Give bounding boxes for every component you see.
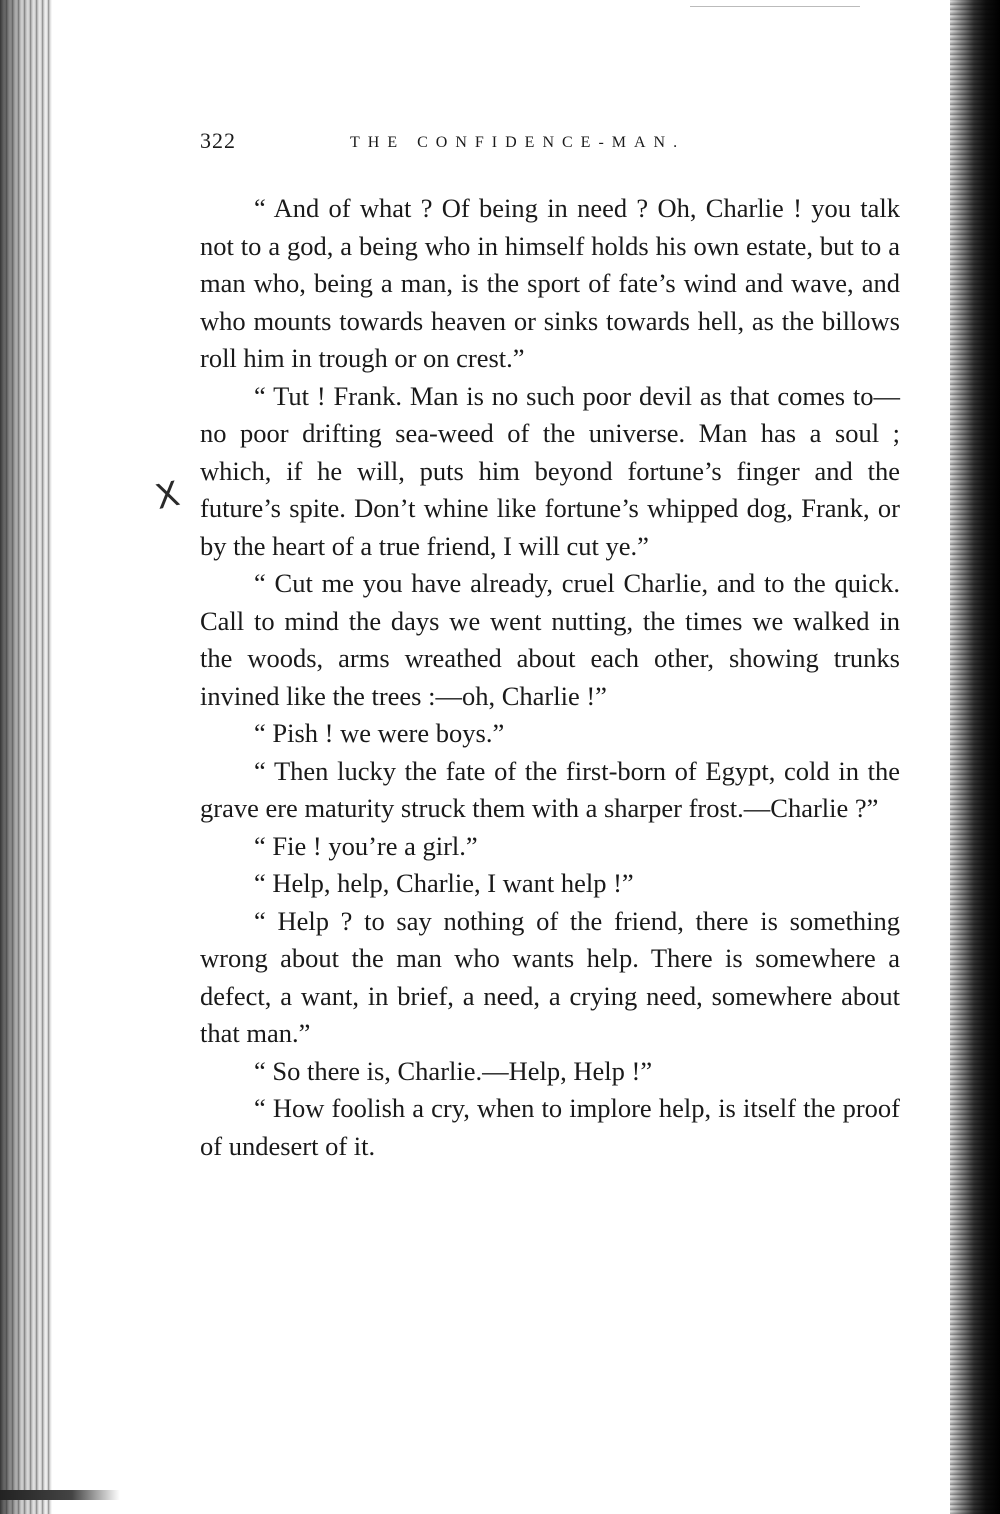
paragraph: “ How foolish a cry, when to implore help, is itself the proof of undesert of it. <box>200 1093 900 1161</box>
page-header <box>200 128 900 162</box>
scan-smudge <box>690 6 860 21</box>
margin-annotation: X <box>152 474 184 518</box>
page-number: 322 <box>200 128 236 153</box>
paragraph: “ So there is, Charlie.—Help, Help !” <box>254 1055 653 1086</box>
paragraph: “ Help ? to say nothing of the friend, there is something wrong about the man who wants help. There is somewhere a defect, a want, in brief, a need, a crying need, somewhere about that man.” <box>200 905 900 1048</box>
body-text <box>200 190 900 1165</box>
paragraph: “ Tut ! Frank. Man is no such poor devil as that comes to—no poor drifting sea-weed of the universe. Man has a soul ; which, if he will, puts him beyond fortune’s finger and the future’s spite. Don’t whine like fortune’s whipped dog, Frank, or by the heart of a true friend, I will cut ye.” <box>200 380 900 561</box>
paragraph: “ Help, help, Charlie, I want help !” <box>254 868 634 898</box>
paragraph: “ Pish ! we were boys.” <box>254 718 505 748</box>
paragraph: “ And of what ? Of being in need ? Oh, Charlie ! you talk not to a god, a being who in himself holds his own estate, but to a man who, being a man, is the sport of fate’s wind and wave, and who mounts towards heaven or sinks towards hell, as the billows roll him in trough or on crest.” <box>200 193 900 373</box>
page-edge-shadow <box>950 0 1000 1514</box>
running-head: THE CONFIDENCE-MAN. <box>350 134 686 151</box>
paragraph: “ Cut me you have already, cruel Charlie, and to the quick. Call to mind the days we went nutting, the times we walked in the woods, arms wreathed about each other, showing trunks invined like the trees :—oh, Charlie !” <box>200 568 900 711</box>
page-binding-shadow-bottom <box>0 1490 120 1500</box>
paragraph: “ Then lucky the fate of the first-born of Egypt, cold in the grave ere maturity struck them with a sharper frost.—Charlie ?” <box>200 755 900 823</box>
paragraph: “ Fie ! you’re a girl.” <box>254 830 478 861</box>
page-binding-shadow <box>0 0 52 1514</box>
